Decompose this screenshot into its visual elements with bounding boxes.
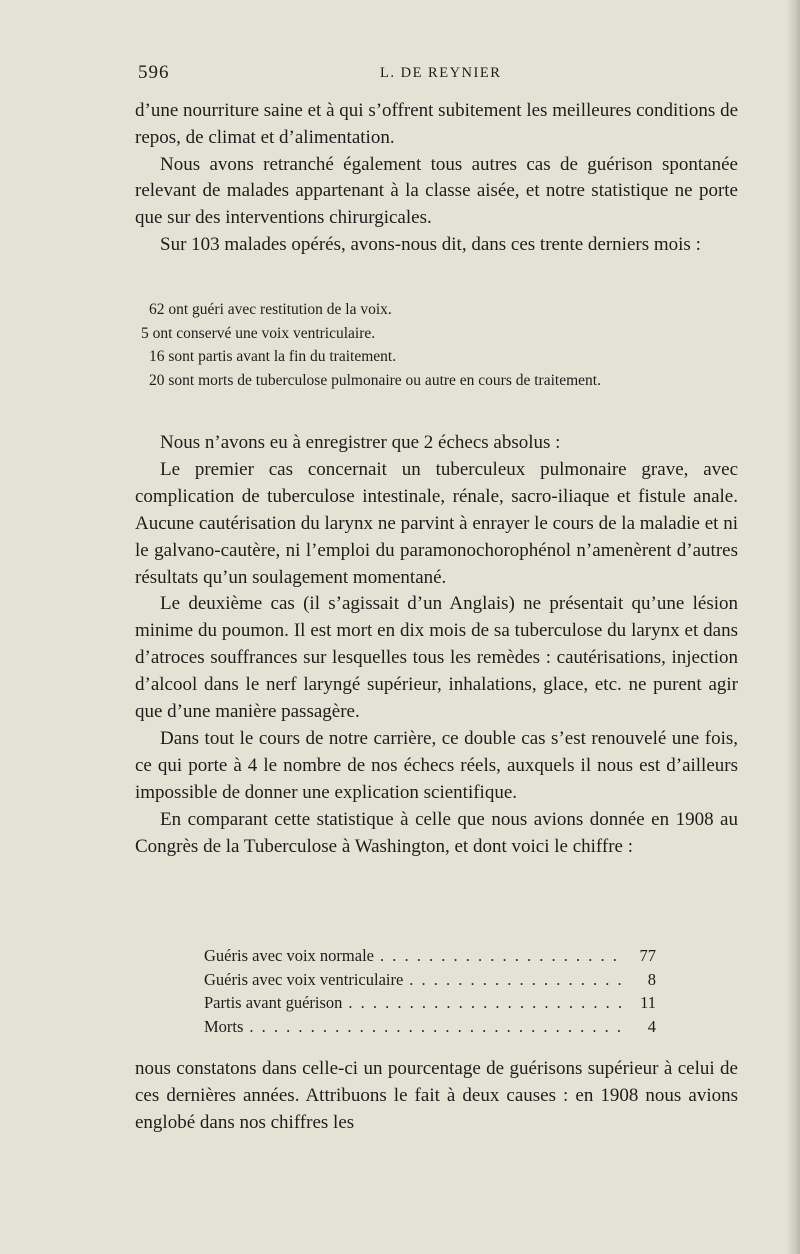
results-list — [135, 298, 738, 392]
dot-leader — [249, 1015, 626, 1039]
running-head: L. DE REYNIER — [380, 65, 502, 81]
paragraph: Sur 103 malades opérés, avons-nous dit, dans ces trente derniers mois : — [160, 233, 701, 255]
list-item: 16 sont partis avant la fin du traitement. — [149, 348, 397, 366]
stat-value: 8 — [647, 969, 656, 989]
text-block-bottom — [135, 1056, 738, 1136]
paragraph: Le deuxième cas (il s’agissait d’un Anglais) ne présentait qu’une lésion minime du poumon. Il est mort en dix mois de sa tuberculose du larynx et dans d’atroces souffrances sur lesquelles tous les remèdes : cautérisations, injection d’alcool dans le nerf laryngé supérieur, inhalations, glace, etc. ne purent agir que d’une manière passagère. — [135, 593, 738, 723]
stat-label: Morts — [204, 1017, 244, 1037]
page-number: 596 — [138, 62, 170, 83]
paragraph: nous constatons dans celle-ci un pourcentage de guérisons supérieur à celui de ces dernières années. Attribuons le fait à deux causes : en 1908 nous avions englobé dans nos chiffres les — [135, 1058, 738, 1133]
stat-row — [204, 1015, 656, 1039]
stat-row — [204, 944, 656, 968]
stat-row — [204, 968, 656, 992]
stat-label: Guéris avec voix ventriculaire — [204, 969, 404, 989]
list-item: 5 ont conservé une voix ventriculaire. — [141, 324, 376, 342]
list-item: 62 ont guéri avec restitution de la voix. — [149, 301, 392, 318]
page-edge-shadow — [786, 0, 800, 1254]
dot-leader — [348, 991, 626, 1015]
paragraph: Nous n’avons eu à enregistrer que 2 échecs absolus : — [160, 432, 561, 453]
stat-value: 4 — [647, 1017, 656, 1037]
text-block-middle — [135, 430, 738, 861]
dot-leader — [380, 944, 626, 968]
dot-leader — [409, 968, 626, 992]
stat-value: 77 — [639, 946, 656, 965]
paragraph: En comparant cette statistique à celle que nous avions donnée en 1908 au Congrès de la Tuberculose à Washington, et dont voici le chiffre : — [135, 808, 738, 857]
paragraph: Le premier cas concernait un tuberculeux pulmonaire grave, avec complication de tuberculose intestinale, rénale, sacro-iliaque et fistule anale. Aucune cautérisation du larynx ne parvint à enrayer le cours de la maladie et ni le galvano-cautère, ni l’emploi du paramonochorophénol n’amenèrent d’autres résultats qu’un soulagement momentané. — [135, 458, 738, 588]
stats-1908-table — [204, 944, 656, 1039]
stat-label: Partis avant guérison — [204, 993, 343, 1013]
paragraph: Nous avons retranché également tous autres cas de guérison spontanée relevant de malades appartenant à la classe aisée, et notre statistique ne porte que sur des interventions chirurgicales. — [135, 153, 738, 229]
page-header — [138, 62, 738, 86]
stat-value: 11 — [640, 993, 656, 1013]
stat-row — [204, 991, 656, 1015]
text-block-top — [135, 98, 738, 259]
paragraph: Dans tout le cours de notre carrière, ce double cas s’est renouvelé une fois, ce qui porte à 4 le nombre de nos échecs réels, auxquels il nous est d’ailleurs impossible de donner une explication scientifique. — [135, 727, 738, 803]
paragraph: d’une nourriture saine et à qui s’offrent subitement les meilleures conditions de repos, de climat et d’alimentation. — [135, 100, 738, 148]
stat-label: Guéris avec voix normale — [204, 946, 374, 965]
list-item: 20 sont morts de tuberculose pulmonaire ou autre en cours de traitement. — [149, 371, 601, 389]
